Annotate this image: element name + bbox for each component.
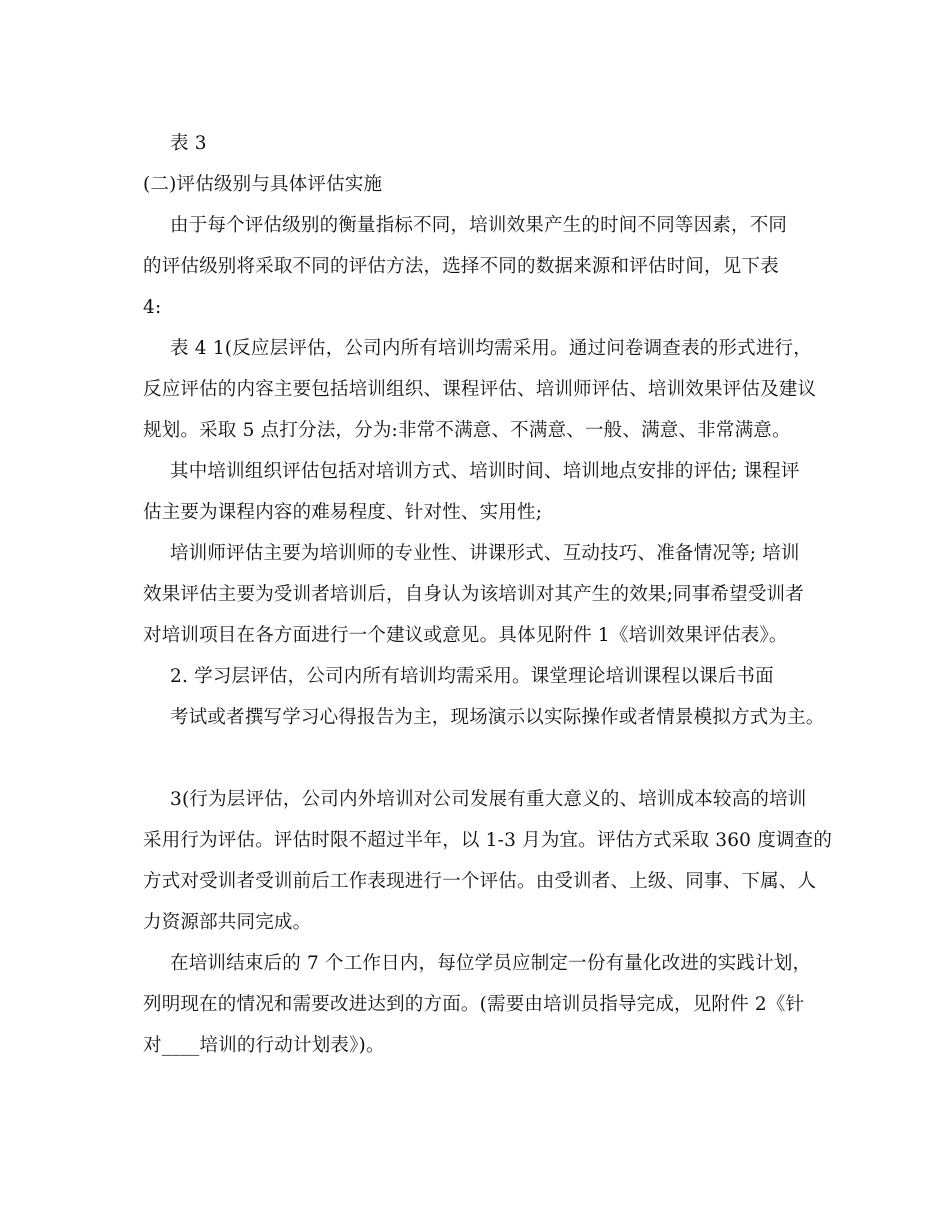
paragraph-line: 采用行为评估。评估时限不超过半年，以 1-3 月为宜。评估方式采取 360 度调查的 [143, 830, 833, 851]
paragraph-line: 考试或者撰写学习心得报告为主，现场演示以实际操作或者情景模拟方式为主。 [170, 707, 825, 728]
paragraph-line: 规划。采取 5 点打分法，分为:非常不满意、不满意、一般、满意、非常满意。 [143, 420, 791, 441]
paragraph-line: 列明现在的情况和需要改进达到的方面。(需要由培训员指导完成，见附件 2《针 [143, 994, 805, 1015]
paragraph-line: 方式对受训者受训前后工作表现进行一个评估。由受训者、上级、同事、下属、人 [143, 871, 817, 892]
paragraph-line: 的评估级别将采取不同的评估方法，选择不同的数据来源和评估时间，见下表 [143, 256, 779, 277]
paragraph-line: 反应评估的内容主要包括培训组织、课程评估、培训师评估、培训效果评估及建议 [143, 379, 817, 400]
paragraph-line: 力资源部共同完成。 [143, 912, 312, 933]
paragraph-line: 3(行为层评估，公司内外培训对公司发展有重大意义的、培训成本较高的培训 [170, 789, 807, 810]
paragraph-line: 效果评估主要为受训者培训后，自身认为该培训对其产生的效果;同事希望受训者 [143, 584, 804, 605]
paragraph-line: 表 4 1(反应层评估，公司内所有培训均需采用。通过问卷调查表的形式进行， [170, 338, 812, 359]
paragraph-line: 由于每个评估级别的衡量指标不同，培训效果产生的时间不同等因素，不同 [170, 215, 788, 236]
paragraph-line: 2. 学习层评估，公司内所有培训均需采用。课堂理论培训课程以课后书面 [170, 666, 774, 687]
paragraph-line: 其中培训组织评估包括对培训方式、培训时间、培训地点安排的评估; 课程评 [170, 461, 800, 482]
paragraph-line: 对____培训的行动计划表》)。 [143, 1035, 385, 1056]
section-heading: (二)评估级别与具体评估实施 [143, 174, 383, 195]
table-3-caption: 表 3 [170, 133, 207, 154]
paragraph-line: 估主要为课程内容的难易程度、针对性、实用性; [143, 502, 543, 523]
paragraph-line: 对培训项目在各方面进行一个建议或意见。具体见附件 1《培训效果评估表》。 [143, 625, 788, 646]
paragraph-line: 4: [143, 297, 162, 318]
paragraph-line: 培训师评估主要为培训师的专业性、讲课形式、互动技巧、准备情况等; 培训 [170, 543, 800, 564]
paragraph-line: 在培训结束后的 7 个工作日内，每位学员应制定一份有量化改进的实践计划， [170, 953, 812, 974]
